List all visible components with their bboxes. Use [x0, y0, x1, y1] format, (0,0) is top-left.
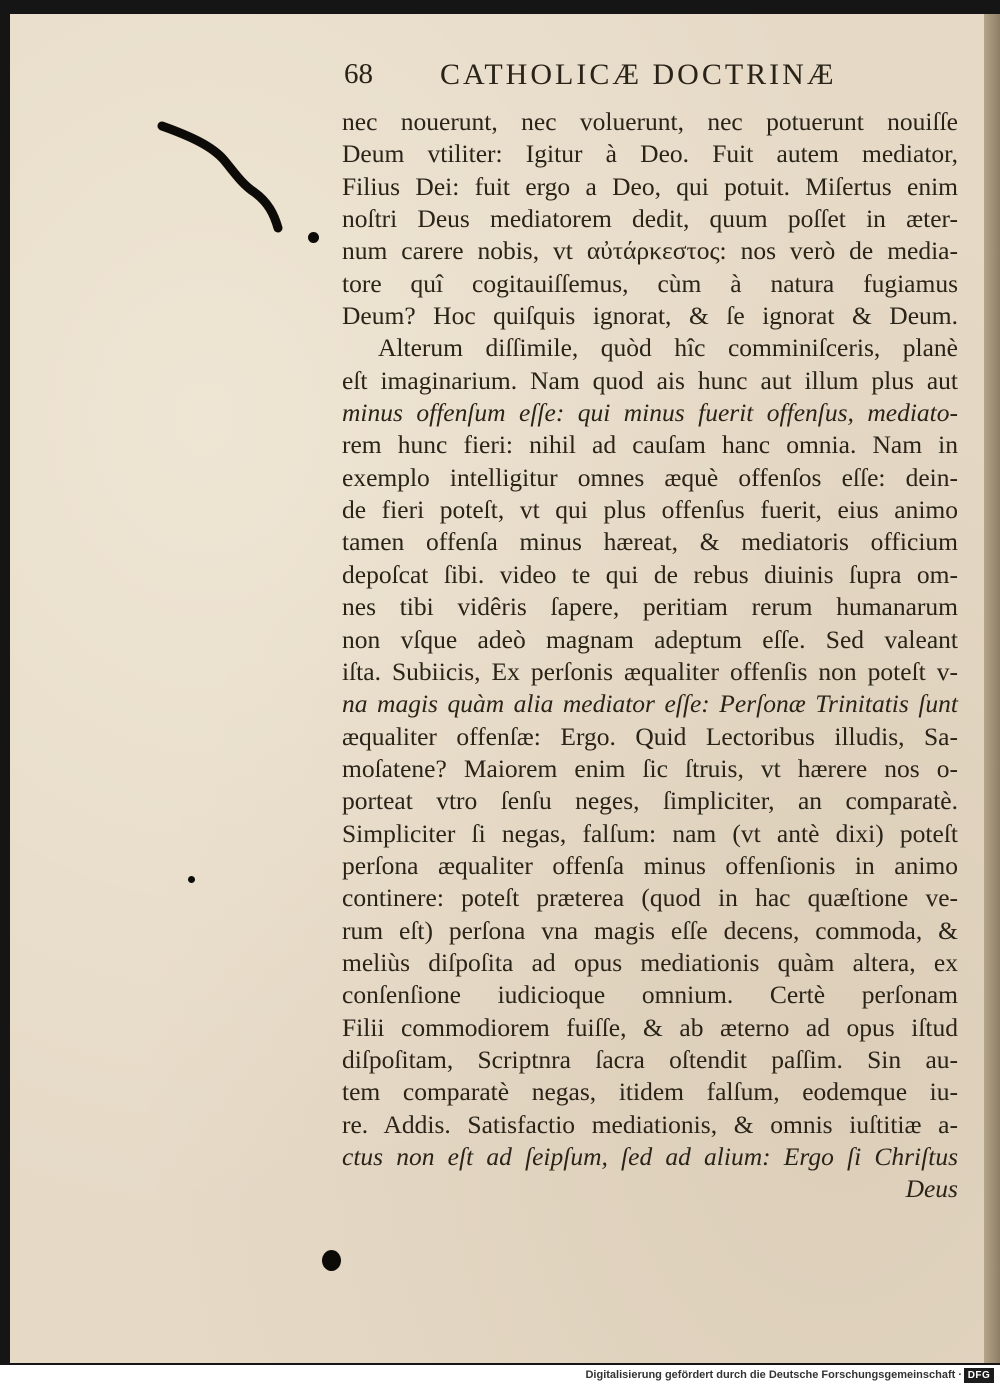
text-line: Simpliciter ſi negas, falſum: nam (vt antè dixi) poteſt [342, 818, 958, 848]
text-line: noſtri Deus mediatorem dedit, quum poſſet in æter- [342, 204, 958, 234]
text-line: æqualiter offenſæ: Ergo. Quid Lectoribus illudis, Sa- [342, 721, 958, 751]
page-number: 68 [344, 58, 373, 90]
book-page [10, 14, 984, 1363]
ink-dot [308, 232, 319, 243]
text-line: Deum vtiliter: Igitur à Deo. Fuit autem mediator, [342, 139, 958, 169]
text-line: iſta. Subiicis, Ex perſonis æqualiter offenſis non poteſt v- [342, 656, 958, 686]
text-line: depoſcat ſibi. video te qui de rebus diuinis ſupra om- [342, 559, 958, 589]
text-line: Filius Dei: fuit ergo a Deo, qui potuit. Miſertus enim [342, 171, 958, 201]
text-line: minus offenſum eſſe: qui minus fuerit offenſus, mediato- [342, 398, 958, 428]
body-text [342, 106, 958, 1206]
text-line: non vſque adeò magnam adeptum eſſe. Sed valeant [342, 624, 958, 654]
text-line: re. Addis. Satisfactio mediationis, & omnis iuſtitiæ a- [342, 1109, 958, 1139]
text-line: tore quî cogitauiſſemus, cùm à natura fugiamus [342, 268, 958, 298]
page-edge [984, 14, 1000, 1363]
text-line: num carere nobis, vt αὐτάρκεστος: nos verò de media- [342, 236, 958, 266]
text-line: ctus non eſt ad ſeipſum, ſed ad alium: Ergo ſi Chriſtus [342, 1142, 958, 1171]
text-line: tem comparatè negas, itidem falſum, eodemque iu- [342, 1077, 958, 1107]
text-line: Deum? Hoc quiſquis ignorat, & ſe ignorat & Deum. [342, 301, 958, 331]
text-line: moſatene? Maiorem enim ſic ſtruis, vt hærere nos o- [342, 753, 958, 783]
text-line: porteat vtro ſenſu neges, ſimpliciter, an comparatè. [342, 786, 958, 816]
text-line: exemplo intelligitur omnes æquè offenſos eſſe: dein- [342, 462, 958, 492]
pen-stroke-mark [150, 110, 300, 240]
text-line: rum eſt) perſona vna magis eſſe decens, commoda, & [342, 915, 958, 945]
text-line: conſenſione iudicioque omnium. Certè perſonam [342, 980, 958, 1010]
text-line: meliùs diſpoſita ad opus mediationis quàm altera, ex [342, 947, 958, 977]
ink-dot [322, 1250, 341, 1271]
text-line: eſt imaginarium. Nam quod ais hunc aut illum plus aut [342, 365, 958, 395]
dfg-logo: DFG [964, 1368, 994, 1383]
text-line: rem hunc fieri: nihil ad cauſam hanc omnia. Nam in [342, 430, 958, 460]
text-line: de fieri poteſt, vt qui plus offenſus fuerit, eius animo [342, 495, 958, 525]
text-line: na magis quàm alia mediator eſſe: Perſonæ Trinitatis ſunt [342, 689, 958, 719]
text-line: diſpoſitam, Scriptnra ſacra oſtendit paſſim. Sin au- [342, 1044, 958, 1074]
text-line: tamen offenſa minus hæreat, & mediatoris officium [342, 527, 958, 557]
text-line: perſona æqualiter offenſa minus offenſionis in animo [342, 850, 958, 880]
text-line: Filii commodiorem fuiſſe, & ab æterno ad opus iſtud [342, 1012, 958, 1042]
text-line: nec nouerunt, nec voluerunt, nec potuerunt nouiſſe [342, 107, 958, 136]
running-title: CATHOLICÆ DOCTRINÆ [440, 58, 837, 91]
funding-credit: Digitalisierung gefördert durch die Deutsche Forschungsgemeinschaft · [585, 1369, 962, 1381]
text-line: nes tibi vidêris ſapere, peritiam rerum humanarum [342, 592, 958, 622]
ink-dot [188, 876, 195, 883]
text-line: Alterum diſſimile, quòd hîc comminiſceris, planè [378, 333, 958, 363]
catchword: Deus [905, 1174, 958, 1204]
text-line: continere: poteſt præterea (quod in hac quæſtione ve- [342, 883, 958, 913]
